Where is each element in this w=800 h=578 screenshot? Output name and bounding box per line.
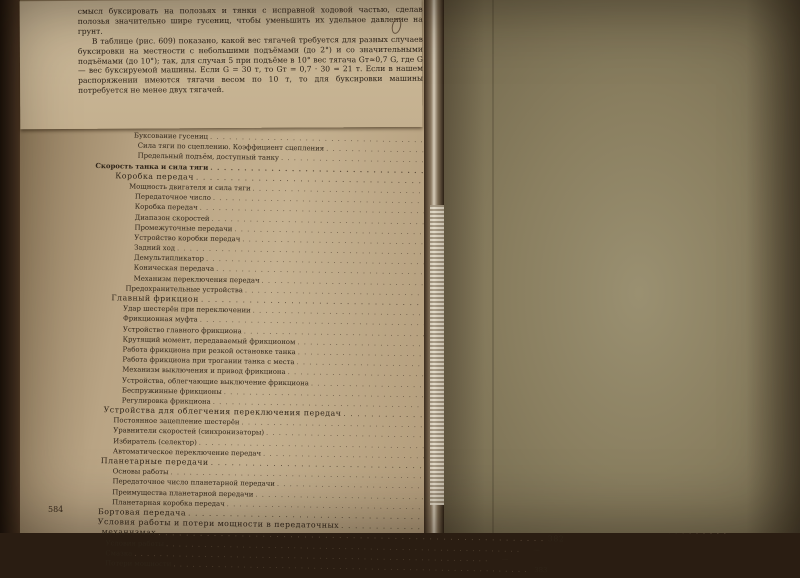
toc-entry-title: Планетарная коробка передач xyxy=(112,497,225,509)
spine-gauze xyxy=(430,205,444,505)
toc-entry-title: Коробка передач xyxy=(135,202,198,213)
toc-entry-title: Сила тяги по сцеплению. Коэффициент сцепления xyxy=(138,141,325,154)
toc-entry-title: Работа фрикциона при резкой остановке танка xyxy=(122,344,295,357)
toc-entry-title: Мощность двигателя и сила тяги xyxy=(129,181,251,193)
table-of-contents xyxy=(89,130,386,573)
toc-entry-title: Задний ход xyxy=(134,243,175,254)
slip-paragraph: В таблице (рис. 609) показано, какой вес тягачей требуется для разных случаев буксировки на местности с небольшими подъёмами (до 2°) и со значительными подъёмами (до 10°); так, для случая 5 при подъёме в 10° вес тягача Gт≈0,7 G, где G — вес буксируемой машины. Если G = 30 т, то Gт = 0,7 · 30 = 21 т. Если в нашем распоряжении имеются тягачи весом по 10 т, то для буксировки машины потребуется не менее двух тягачей. xyxy=(78,34,423,96)
toc-entry-title: Механизм выключения и привод фрикциона xyxy=(122,365,286,378)
toc-entry-page: 383 xyxy=(529,565,547,575)
toc-entry-title: Уравнители скоростей (синхронизаторы) xyxy=(113,426,264,439)
toc-entry-title: Бортовая передача xyxy=(98,507,186,519)
toc-entry-title: Главный фрикцион xyxy=(111,293,199,305)
slip-text xyxy=(78,5,424,96)
toc-entry-title: Регулировка фрикциона xyxy=(122,395,211,407)
toc-entry-title: Устройство главного фрикциона xyxy=(123,324,242,336)
toc-entry-title: Передаточное число xyxy=(135,192,211,203)
endpaper-shading xyxy=(442,0,800,533)
toc-entry-title: Преимущества планетарной передачи xyxy=(112,487,253,499)
toc-entry-title: Работа фрикциона при трогании танка с места xyxy=(122,355,294,368)
endpaper-crease xyxy=(492,0,494,533)
toc-entry-title: Устройства для облегчения переключения передач xyxy=(104,405,342,419)
toc-entry-title: Потери мощности xyxy=(105,558,171,569)
toc-entry-title: Скорость танка и сила тяги xyxy=(95,161,208,173)
toc-entry-title: Условия работы и потери мощности в передаточных xyxy=(98,517,339,531)
toc-entry-title: Предохранительные устройства xyxy=(125,283,243,295)
toc-entry-title: Промежуточные передачи xyxy=(134,222,232,234)
toc-entry-title: Предельный подъём, доступный танку xyxy=(138,151,280,163)
pasted-text-slip xyxy=(20,0,423,129)
toc-entry-title: Механизм переключения передач xyxy=(134,273,260,285)
toc-entry-title: Автоматическое переключение передач xyxy=(113,446,261,459)
toc-entry-page: — xyxy=(490,554,508,564)
toc-entry-page: — xyxy=(522,544,540,554)
toc-entry-title: Избиратель (селектор) xyxy=(113,436,197,448)
toc-entry-title: Удар шестерён при переключении xyxy=(123,304,251,316)
toc-entry-title: Устройство коробки передач xyxy=(134,232,240,244)
toc-entry-title: Планетарные передачи xyxy=(101,456,209,468)
toc-entry-title: Фрикционная муфта xyxy=(123,314,198,325)
toc-entry-title: Крутящий момент, передаваемый фрикционом xyxy=(123,334,296,347)
toc-entry-title: Коробка передач xyxy=(115,171,194,182)
toc-entry-title: Постоянное зацепление шестерён xyxy=(113,416,239,428)
toc-entry-title: Устройства, облегчающие выключение фрикциона xyxy=(122,375,309,388)
toc-entry-title: Смазка xyxy=(105,548,132,559)
toc-entry-title: Буксование гусениц xyxy=(134,131,208,142)
slip-paragraph: смысл буксировать на полозьях и тянки с исправной ходовой частью, сделав полозья значительно шире гусениц, чтобы уменьшить их удельное давление на грунт. xyxy=(78,5,423,37)
toc-entry-title: Передаточное число планетарной передачи xyxy=(112,477,275,490)
toc-entry-title: механизмах xyxy=(102,527,157,538)
page-number: 584 xyxy=(48,505,63,514)
toc-entry-title: Беспружинные фрикционы xyxy=(122,385,222,397)
toc-entry-title: Условия работы xyxy=(105,538,164,549)
toc-entry-title: Демультипликатор xyxy=(134,253,204,264)
toc-entry-title: Основы работы xyxy=(113,466,169,477)
toc-entry-title: Коническая передача xyxy=(134,263,214,274)
toc-entry-title: Диапазон скоростей xyxy=(135,212,210,223)
toc-entry-page: 382 xyxy=(546,534,564,544)
